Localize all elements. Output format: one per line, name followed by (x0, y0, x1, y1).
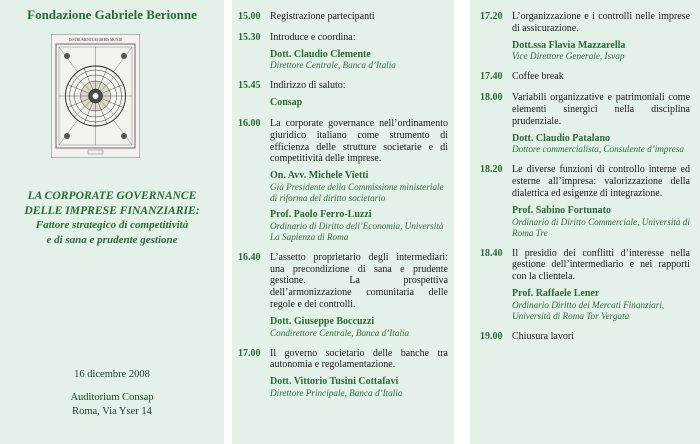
speaker-name: Dott. Claudio Patalano (512, 132, 611, 144)
speaker (270, 170, 448, 204)
speaker (270, 49, 448, 72)
speaker-name: Dott. Giuseppe Boccuzzi (270, 315, 375, 327)
item-description: Chiusura lavori (512, 330, 574, 342)
engraving-caption: INSTRUMENTUM ORBIS MUNDI (68, 38, 123, 42)
item-time: 15.00 (238, 11, 261, 22)
item-time: 18.20 (480, 164, 503, 176)
speaker-name: Prof. Raffaele Lener (512, 287, 600, 299)
item-description: Registrazione partecipanti (270, 11, 375, 22)
venue-name: Auditorium Consap (70, 392, 154, 403)
programme-item (480, 92, 690, 155)
item-description: Variabili organizzative e patrimoniali come elementi sinergici nella disciplina prudenziale. (512, 92, 690, 127)
speaker-role: Ordinario di Diritto dell’Economia, Università La Sapienza di Roma (270, 220, 444, 242)
event-date: 16 dicembre 2008 (74, 369, 150, 380)
astronomical-engraving-icon (51, 34, 140, 158)
item-time: 15.30 (238, 31, 261, 43)
event-title (0, 188, 224, 248)
item-time: 16.00 (238, 117, 261, 129)
item-time: 19.00 (480, 330, 503, 342)
speaker-name: Consap (270, 97, 303, 109)
speaker (270, 316, 448, 339)
programme-item (480, 11, 690, 62)
item-description: Il governo societario delle banche tra autonomia e regolamentazione. (270, 347, 448, 371)
item-description: La corporate governance nell’ordinamento giuridico italiano come strumento di efficienza delle strutture societarie e di competitività delle imprese. (270, 117, 448, 165)
programme-item (238, 348, 448, 399)
speaker-name: Prof. Sabino Fortunato (512, 204, 611, 216)
speaker (270, 97, 448, 109)
item-time: 18.00 (480, 92, 503, 104)
speaker-name: Dott.ssa Flavia Mazzarella (512, 39, 626, 51)
subtitle-line-2: e di sana e prudente gestione (46, 234, 178, 246)
item-time: 17.40 (480, 71, 503, 83)
venue-address: Roma, Via Yser 14 (72, 406, 152, 417)
organization-name: Fondazione Gabriele Berionne (27, 7, 197, 22)
speaker-role: Già Presidente della Commissione ministeriale di riforma del diritto societario (270, 181, 444, 203)
item-description: Introduce e coordina: (270, 31, 356, 43)
speaker-name: On. Avv. Michele Vietti (270, 170, 369, 182)
speaker-name: Dott. Vittorio Tusini Cottafavi (270, 376, 399, 388)
speaker (512, 205, 690, 239)
programme-item (480, 71, 690, 83)
programme-item (480, 331, 690, 343)
title-line-1: LA CORPORATE GOVERNANCE (27, 189, 197, 202)
speaker-name: Prof. Paolo Ferro-Luzzi (270, 208, 372, 220)
item-description: Indirizzo di saluto: (270, 80, 346, 92)
speaker-role: Ordinario Diritto dei Mercati Finanziari, Università di Roma Tor Vergata (512, 299, 665, 321)
speaker (512, 40, 690, 63)
programme-item (238, 80, 448, 109)
item-time: 17.20 (480, 11, 503, 22)
item-description: L’assetto proprietario degli intermediari: una precondizione di sana e prudente gestione. La prospettiva dell’armonizzazione comunitaria delle regole e dei controlli. (270, 251, 448, 310)
speaker (270, 376, 448, 399)
speaker-name: Dott. Claudio Clemente (270, 48, 371, 60)
programme-item (480, 164, 690, 238)
title-line-2: DELLE IMPRESE FINANZIARIE: (24, 204, 200, 217)
item-time: 18.40 (480, 247, 503, 259)
programme-item (238, 252, 448, 339)
speaker-role: Direttore Centrale, Banca d’Italia (270, 60, 396, 71)
item-time: 17.00 (238, 347, 261, 359)
programme-item (238, 118, 448, 243)
subtitle-line-1: Fattore strategico di competitività (35, 219, 189, 231)
item-time: 15.45 (238, 80, 261, 92)
item-description: Le diverse funzioni di controllo interne ed esterne all’impresa: valorizzazione della dialettica ed esigenze di integrazione. (512, 164, 690, 199)
item-description: Coffee break (512, 71, 564, 83)
item-time: 16.40 (238, 251, 261, 263)
programme-column-right (480, 11, 690, 352)
programme-item (480, 248, 690, 322)
speaker-role: Direttore Principale, Banca d’Italia (270, 387, 403, 398)
programme-column-middle (238, 11, 448, 408)
speaker-role: Ordinario di Diritto Commerciale, Università di Roma Tre (512, 216, 690, 238)
speaker-role: Condirettore Centrale, Banca d’Italia (270, 327, 410, 338)
item-description: L’organizzazione e i controlli nelle imprese di assicurazione. (512, 11, 690, 34)
programme-item (238, 11, 448, 23)
speaker (512, 133, 690, 156)
engraving-illustration (51, 34, 140, 158)
event-venue (0, 368, 224, 419)
speaker (270, 209, 448, 243)
speaker-role: Dottore commercialista, Consulente d’impresa (512, 144, 684, 155)
item-description: Il presidio dei conflitti d’interesse nella gestione dell’intermediario e nei rapporti con la clientela. (512, 247, 690, 283)
speaker (512, 288, 690, 322)
programme-item (238, 32, 448, 72)
speaker-role: Vice Direttore Generale, Isvap (512, 51, 625, 62)
